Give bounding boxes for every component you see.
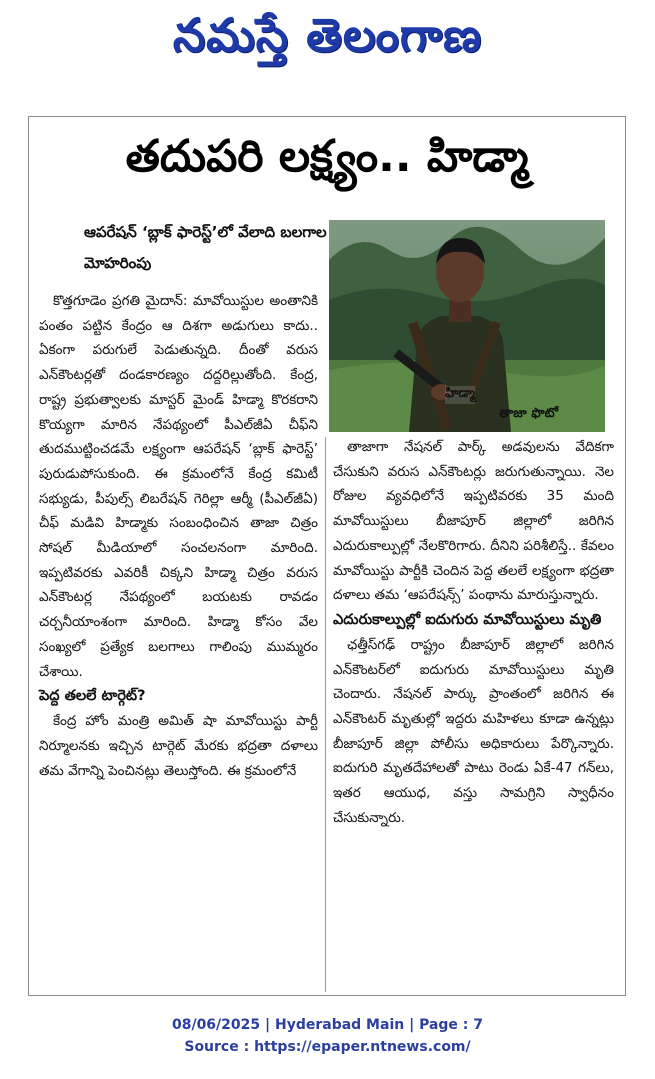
masthead bbox=[0, 0, 655, 98]
source-link[interactable]: Source : https://epaper.ntnews.com/ bbox=[184, 1039, 471, 1055]
column-divider bbox=[325, 437, 326, 992]
crosshead: ఎదురుకాల్పుల్లో ఐదుగురు మావోయిస్టులు మృతి bbox=[333, 611, 602, 628]
footer bbox=[0, 1014, 655, 1058]
article-column-left bbox=[39, 289, 318, 783]
paragraph: తాజాగా నేషనల్ పార్క్ అడవులను వేదికగా చేసుకుని వరుస ఎన్‌కౌంటర్లు జరుగుతున్నాయి. నెల రోజుల వ్యవధిలోనే ఇప్పటివరకు 35 మంది మావోయిస్టులు బీజాపూర్ జిల్లాలో జరిగిన ఎదురుకాల్పుల్లో నేలకొరిగారు. దీనిని పరిశీలిస్తే.. కేవలం మావోయిస్టు పార్టీకి చెందిన పెద్ద తలలే లక్ష్యంగా భద్రతా దళాలు తమ ‘ఆపరేషన్స్’ పంథాను మారుస్తున్నారు. bbox=[333, 439, 614, 604]
subheadline: ఆపరేషన్ ‘బ్లాక్ ఫారెస్ట్’లో వేలాది బలగాల మోహరింపు bbox=[84, 223, 327, 272]
news-photo bbox=[329, 220, 605, 432]
photo-caption-name: హిడ్మా bbox=[445, 386, 475, 404]
edition-info: 08/06/2025 | Hyderabad Main | Page : 7 bbox=[171, 1017, 484, 1033]
news-clipping bbox=[28, 116, 626, 996]
crosshead: పెద్ద తలలే టార్గెట్? bbox=[39, 688, 146, 705]
paragraph: కొత్తగూడెం ప్రగతి మైదాన్: మావోయిస్టుల అంతానికి పంతం పట్టిన కేంద్రం ఆ దిశగా అడుగులు కాదు.. ఏకంగా పరుగులే పెడుతున్నది. దీంతో వరుస ఎన్‌కౌంటర్లతో దండకారణ్యం దద్దరిల్లుతోంది. కేంద్ర, రాష్ట్ర ప్రభుత్వాలకు మాస్టర్ మైండ్ హిడ్మా కొరకరాని కొయ్యగా మారిన నేపథ్యంలో పీఎల్‌జీఏ చీఫ్‌ని తుదముట్టించడమే లక్ష్యంగా ఆపరేషన్ ‘బ్లాక్ ఫారెస్ట్’ పురుడుపోసుకుంది. ఈ క్రమంలోనే కేంద్ర కమిటీ సభ్యుడు, పీపుల్స్ లిబరేషన్ గెరిల్లా ఆర్మీ (పీఎల్‌జీఏ) చీఫ్ మడివి హిడ్మాకు సంబంధించిన తాజా చిత్రం సోషల్ మీడియాలో సంచలనంగా మారింది. ఇప్పటివరకు ఎవరికీ చిక్కని హిడ్మా చిత్రం వరుస ఎన్‌కౌంటర్ల నేపథ్యంలో బయటకు రావడం చర్చనీయాంశంగా మారింది. హిడ్మా కోసం వేల సంఖ్యలో ప్రత్యేక బలగాలు గాలింపు ముమ్మరం చేశాయి. bbox=[39, 293, 318, 680]
article-column-right bbox=[333, 435, 614, 831]
paragraph: కేంద్ర హోం మంత్రి అమిత్ షా మావోయిస్టు పార్టీ నిర్మూలనకు ఇచ్చిన టార్గెట్ మేరకు భద్రతా దళాలు తమ వేగాన్ని పెంచినట్లు తెలుస్తోంది. ఈ క్రమంలోనే bbox=[39, 713, 318, 779]
masthead-logo: నమస్తే తెలంగాణ bbox=[172, 8, 483, 62]
headline: తదుపరి లక్ష్యం.. హిడ్మా bbox=[125, 131, 529, 182]
photo-caption-tag: తాజా ఫొటో bbox=[499, 406, 559, 421]
paragraph: ఛత్తీస్‌గఢ్ రాష్ట్రం బీజాపూర్ జిల్లాలో జరిగిన ఎన్‌కౌంటర్‌లో ఐదుగురు మావోయిస్టులు మృతి చెందారు. నేషనల్ పార్కు ప్రాంతంలో జరిగిన ఈ ఎన్‌కౌంటర్ మృతుల్లో ఇద్దరు మహిళలు కూడా ఉన్నట్లు బీజాపూర్ జిల్లా పోలీసు అధికారులు పేర్కొన్నారు. ఐదుగురి మృతదేహాలతో పాటు రెండు ఏకే-47 గన్‌లు, ఇతర ఆయుధ, వస్తు సామగ్రిని స్వాధీనం చేసుకున్నారు. bbox=[333, 636, 614, 826]
